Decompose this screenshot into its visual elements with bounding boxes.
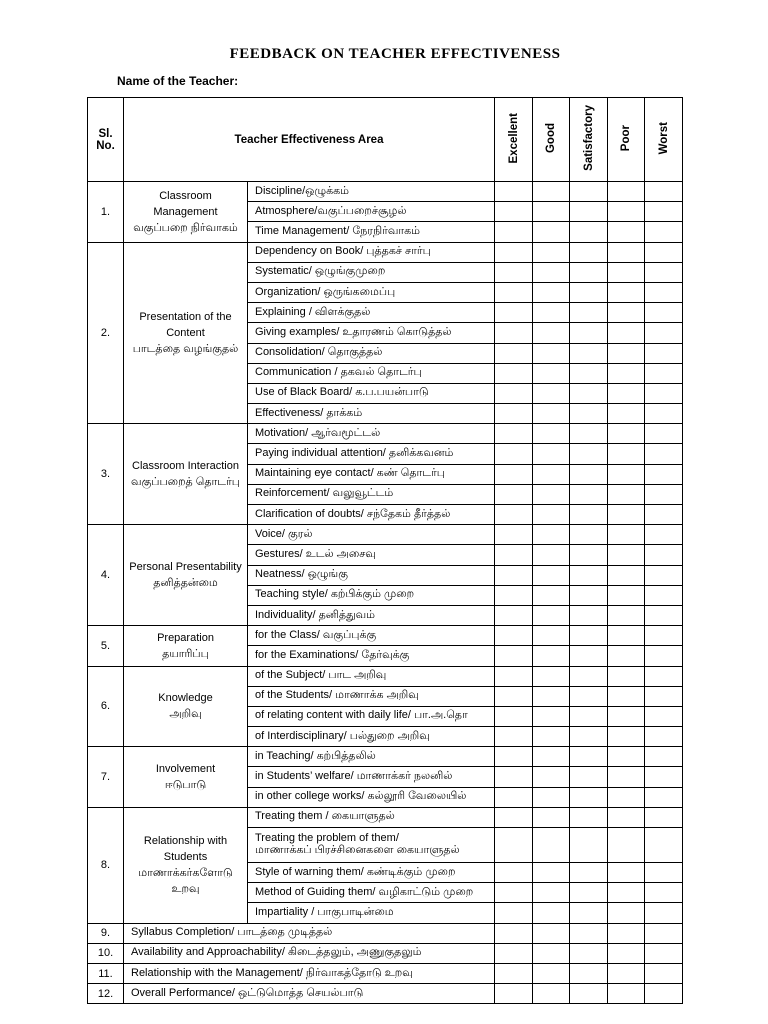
rating-cell-excellent[interactable] xyxy=(495,686,533,706)
rating-cell-poor[interactable] xyxy=(608,363,645,383)
rating-cell-worst[interactable] xyxy=(645,343,683,363)
rating-cell-good[interactable] xyxy=(533,923,570,943)
serial-number: 10. xyxy=(88,943,124,963)
rating-cell-excellent[interactable] xyxy=(495,943,533,963)
rating-cell-excellent[interactable] xyxy=(495,903,533,923)
rating-cell-good[interactable] xyxy=(533,706,570,726)
rating-cell-satisfactory[interactable] xyxy=(570,747,608,767)
rating-cell-worst[interactable] xyxy=(645,883,683,903)
rating-cell-good[interactable] xyxy=(533,605,570,625)
rating-cell-satisfactory[interactable] xyxy=(570,646,608,666)
rating-cell-worst[interactable] xyxy=(645,747,683,767)
rating-cell-worst[interactable] xyxy=(645,525,683,545)
rating-cell-excellent[interactable] xyxy=(495,505,533,525)
rating-cell-good[interactable] xyxy=(533,343,570,363)
serial-number: 9. xyxy=(88,923,124,943)
rating-cell-satisfactory[interactable] xyxy=(570,505,608,525)
rating-cell-worst[interactable] xyxy=(645,565,683,585)
rating-cell-excellent[interactable] xyxy=(495,262,533,282)
rating-cell-good[interactable] xyxy=(533,646,570,666)
rating-cell-satisfactory[interactable] xyxy=(570,923,608,943)
rating-cell-excellent[interactable] xyxy=(495,202,533,222)
rating-cell-satisfactory[interactable] xyxy=(570,404,608,424)
serial-number: 3. xyxy=(88,424,124,525)
rating-cell-good[interactable] xyxy=(533,883,570,903)
rating-cell-worst[interactable] xyxy=(645,444,683,464)
rating-cell-good[interactable] xyxy=(533,404,570,424)
criterion-label: Gestures/ உடல் அசைவு xyxy=(248,545,495,565)
rating-cell-worst[interactable] xyxy=(645,182,683,202)
page-title: FEEDBACK ON TEACHER EFFECTIVENESS xyxy=(229,46,561,62)
rating-cell-satisfactory[interactable] xyxy=(570,605,608,625)
criterion-label: in other college works/ கல்லூரி வேலையில் xyxy=(248,787,495,807)
serial-number: 6. xyxy=(88,666,124,747)
rating-cell-worst[interactable] xyxy=(645,505,683,525)
effectiveness-area: Personal Presentability தனித்தன்மை xyxy=(124,525,248,626)
rating-cell-excellent[interactable] xyxy=(495,565,533,585)
rating-cell-poor[interactable] xyxy=(608,525,645,545)
rating-cell-satisfactory[interactable] xyxy=(570,303,608,323)
rating-cell-satisfactory[interactable] xyxy=(570,323,608,343)
rating-cell-excellent[interactable] xyxy=(495,545,533,565)
rating-cell-good[interactable] xyxy=(533,626,570,646)
rating-cell-satisfactory[interactable] xyxy=(570,424,608,444)
rating-cell-poor[interactable] xyxy=(608,807,645,827)
rating-cell-satisfactory[interactable] xyxy=(570,545,608,565)
criterion-label: of the Subject/ பாட அறிவு xyxy=(248,666,495,686)
rating-cell-satisfactory[interactable] xyxy=(570,363,608,383)
rating-cell-satisfactory[interactable] xyxy=(570,686,608,706)
rating-cell-good[interactable] xyxy=(533,807,570,827)
rating-cell-excellent[interactable] xyxy=(495,787,533,807)
rating-cell-excellent[interactable] xyxy=(495,282,533,302)
rating-cell-excellent[interactable] xyxy=(495,963,533,983)
rating-cell-poor[interactable] xyxy=(608,605,645,625)
rating-cell-poor[interactable] xyxy=(608,903,645,923)
rating-cell-excellent[interactable] xyxy=(495,484,533,504)
serial-number: 7. xyxy=(88,747,124,808)
criterion-label: Motivation/ ஆர்வமூட்டல் xyxy=(248,424,495,444)
serial-number: 12. xyxy=(88,984,124,1004)
rating-cell-good[interactable] xyxy=(533,383,570,403)
rating-cell-worst[interactable] xyxy=(645,727,683,747)
rating-cell-poor[interactable] xyxy=(608,303,645,323)
rating-cell-good[interactable] xyxy=(533,262,570,282)
rating-cell-poor[interactable] xyxy=(608,666,645,686)
rating-cell-poor[interactable] xyxy=(608,242,645,262)
rating-header-excellent: Excellent xyxy=(495,98,533,182)
table-row xyxy=(88,943,683,963)
rating-cell-worst[interactable] xyxy=(645,626,683,646)
serial-number: 1. xyxy=(88,182,124,243)
rating-cell-good[interactable] xyxy=(533,202,570,222)
rating-cell-satisfactory[interactable] xyxy=(570,666,608,686)
criterion-label: Availability and Approachability/ கிடைத்தலும், அணுகுதலும் xyxy=(124,943,495,963)
rating-cell-worst[interactable] xyxy=(645,585,683,605)
rating-cell-satisfactory[interactable] xyxy=(570,484,608,504)
rating-cell-excellent[interactable] xyxy=(495,585,533,605)
rating-cell-excellent[interactable] xyxy=(495,863,533,883)
rating-cell-poor[interactable] xyxy=(608,984,645,1004)
table-row xyxy=(88,984,683,1004)
criterion-label: Voice/ குரல் xyxy=(248,525,495,545)
rating-header-poor: Poor xyxy=(608,98,645,182)
criterion-label: Reinforcement/ வலுவூட்டம் xyxy=(248,484,495,504)
rating-cell-worst[interactable] xyxy=(645,424,683,444)
criterion-label: Systematic/ ஒழுங்குமுறை xyxy=(248,262,495,282)
rating-cell-worst[interactable] xyxy=(645,222,683,242)
criterion-label: Organization/ ஒருங்கமைப்பு xyxy=(248,282,495,302)
rating-cell-worst[interactable] xyxy=(645,787,683,807)
rating-cell-excellent[interactable] xyxy=(495,727,533,747)
serial-number: 4. xyxy=(88,525,124,626)
rating-cell-worst[interactable] xyxy=(645,706,683,726)
rating-cell-satisfactory[interactable] xyxy=(570,863,608,883)
effectiveness-area: Classroom Management வகுப்பறை நிர்வாகம் xyxy=(124,182,248,243)
rating-cell-poor[interactable] xyxy=(608,883,645,903)
rating-cell-excellent[interactable] xyxy=(495,182,533,202)
rating-cell-satisfactory[interactable] xyxy=(570,444,608,464)
effectiveness-area: Preparation தயாரிப்பு xyxy=(124,626,248,666)
rating-cell-excellent[interactable] xyxy=(495,444,533,464)
rating-cell-excellent[interactable] xyxy=(495,303,533,323)
table-row xyxy=(88,525,683,545)
criterion-label: Effectiveness/ தாக்கம் xyxy=(248,404,495,424)
rating-cell-worst[interactable] xyxy=(645,767,683,787)
rating-cell-worst[interactable] xyxy=(645,923,683,943)
criterion-label: Paying individual attention/ தனிக்கவனம் xyxy=(248,444,495,464)
criterion-label: Relationship with the Management/ நிர்வாகத்தோடு உறவு xyxy=(124,963,495,983)
rating-cell-excellent[interactable] xyxy=(495,883,533,903)
criterion-label: Individuality/ தனித்துவம் xyxy=(248,605,495,625)
rating-cell-worst[interactable] xyxy=(645,828,683,863)
rating-cell-satisfactory[interactable] xyxy=(570,883,608,903)
rating-cell-excellent[interactable] xyxy=(495,828,533,863)
rating-cell-good[interactable] xyxy=(533,903,570,923)
rating-cell-excellent[interactable] xyxy=(495,767,533,787)
rating-cell-worst[interactable] xyxy=(645,807,683,827)
rating-cell-worst[interactable] xyxy=(645,646,683,666)
rating-cell-worst[interactable] xyxy=(645,903,683,923)
rating-cell-poor[interactable] xyxy=(608,646,645,666)
rating-cell-satisfactory[interactable] xyxy=(570,282,608,302)
effectiveness-area: Involvement ஈடுபாடு xyxy=(124,747,248,808)
rating-cell-worst[interactable] xyxy=(645,323,683,343)
criterion-label: Neatness/ ஒழுங்கு xyxy=(248,565,495,585)
rating-cell-good[interactable] xyxy=(533,282,570,302)
rating-cell-excellent[interactable] xyxy=(495,923,533,943)
rating-cell-poor[interactable] xyxy=(608,343,645,363)
rating-cell-poor[interactable] xyxy=(608,505,645,525)
criterion-label: Communication / தகவல் தொடர்பு xyxy=(248,363,495,383)
rating-cell-worst[interactable] xyxy=(645,484,683,504)
rating-cell-good[interactable] xyxy=(533,747,570,767)
rating-cell-satisfactory[interactable] xyxy=(570,727,608,747)
serial-number: 5. xyxy=(88,626,124,666)
header-row xyxy=(88,98,683,182)
effectiveness-area: Presentation of the Content பாடத்தை வழங்குதல் xyxy=(124,242,248,424)
rating-cell-worst[interactable] xyxy=(645,303,683,323)
criterion-label: Explaining / விளக்குதல் xyxy=(248,303,495,323)
rating-cell-poor[interactable] xyxy=(608,383,645,403)
criterion-label: Consolidation/ தொகுத்தல் xyxy=(248,343,495,363)
rating-cell-poor[interactable] xyxy=(608,484,645,504)
serial-number: 11. xyxy=(88,963,124,983)
rating-cell-good[interactable] xyxy=(533,525,570,545)
rating-cell-good[interactable] xyxy=(533,686,570,706)
sl-no-header: Sl. No. xyxy=(88,98,124,182)
rating-cell-satisfactory[interactable] xyxy=(570,807,608,827)
table-row xyxy=(88,666,683,686)
rating-cell-good[interactable] xyxy=(533,182,570,202)
rating-cell-good[interactable] xyxy=(533,943,570,963)
rating-cell-good[interactable] xyxy=(533,363,570,383)
criterion-label: of the Students/ மாணாக்க அறிவு xyxy=(248,686,495,706)
criterion-label: of relating content with daily life/ பா.அ.தொ xyxy=(248,706,495,726)
rating-cell-poor[interactable] xyxy=(608,404,645,424)
rating-cell-worst[interactable] xyxy=(645,545,683,565)
rating-cell-poor[interactable] xyxy=(608,585,645,605)
criterion-label: for the Examinations/ தேர்வுக்கு xyxy=(248,646,495,666)
rating-cell-excellent[interactable] xyxy=(495,984,533,1004)
table-row xyxy=(88,626,683,646)
criterion-label: of Interdisciplinary/ பல்துறை அறிவு xyxy=(248,727,495,747)
rating-cell-worst[interactable] xyxy=(645,383,683,403)
rating-cell-worst[interactable] xyxy=(645,943,683,963)
rating-cell-poor[interactable] xyxy=(608,626,645,646)
rating-header-good: Good xyxy=(533,98,570,182)
table-row xyxy=(88,242,683,262)
rating-cell-satisfactory[interactable] xyxy=(570,984,608,1004)
area-header: Teacher Effectiveness Area xyxy=(124,98,495,182)
criterion-label: Impartiality / பாகுபாடின்மை xyxy=(248,903,495,923)
rating-cell-excellent[interactable] xyxy=(495,404,533,424)
rating-cell-poor[interactable] xyxy=(608,424,645,444)
rating-cell-poor[interactable] xyxy=(608,963,645,983)
rating-cell-poor[interactable] xyxy=(608,923,645,943)
rating-cell-poor[interactable] xyxy=(608,787,645,807)
criterion-label: Maintaining eye contact/ கண் தொடர்பு xyxy=(248,464,495,484)
rating-cell-poor[interactable] xyxy=(608,747,645,767)
table-row xyxy=(88,747,683,767)
rating-cell-poor[interactable] xyxy=(608,727,645,747)
rating-header-worst: Worst xyxy=(645,98,683,182)
criterion-label: Time Management/ நேரநிர்வாகம் xyxy=(248,222,495,242)
criterion-label: Syllabus Completion/ பாடத்தை முடித்தல் xyxy=(124,923,495,943)
rating-cell-poor[interactable] xyxy=(608,767,645,787)
table-row xyxy=(88,923,683,943)
rating-cell-satisfactory[interactable] xyxy=(570,585,608,605)
rating-cell-poor[interactable] xyxy=(608,262,645,282)
rating-cell-good[interactable] xyxy=(533,984,570,1004)
rating-cell-poor[interactable] xyxy=(608,182,645,202)
table-row xyxy=(88,424,683,444)
rating-cell-satisfactory[interactable] xyxy=(570,565,608,585)
rating-cell-satisfactory[interactable] xyxy=(570,222,608,242)
rating-cell-poor[interactable] xyxy=(608,444,645,464)
rating-cell-good[interactable] xyxy=(533,484,570,504)
criterion-label: in Students’ welfare/ மாணாக்கர் நலனில் xyxy=(248,767,495,787)
rating-cell-excellent[interactable] xyxy=(495,222,533,242)
rating-cell-excellent[interactable] xyxy=(495,383,533,403)
rating-cell-worst[interactable] xyxy=(645,605,683,625)
rating-cell-excellent[interactable] xyxy=(495,706,533,726)
rating-cell-worst[interactable] xyxy=(645,202,683,222)
rating-cell-worst[interactable] xyxy=(645,282,683,302)
rating-cell-excellent[interactable] xyxy=(495,323,533,343)
rating-cell-poor[interactable] xyxy=(608,943,645,963)
rating-cell-good[interactable] xyxy=(533,303,570,323)
rating-cell-worst[interactable] xyxy=(645,984,683,1004)
rating-cell-worst[interactable] xyxy=(645,242,683,262)
rating-cell-good[interactable] xyxy=(533,242,570,262)
rating-cell-poor[interactable] xyxy=(608,828,645,863)
rating-cell-poor[interactable] xyxy=(608,565,645,585)
effectiveness-area: Classroom Interaction வகுப்பறைத் தொடர்பு xyxy=(124,424,248,525)
rating-cell-poor[interactable] xyxy=(608,863,645,883)
rating-cell-worst[interactable] xyxy=(645,666,683,686)
criterion-label: Style of warning them/ கண்டிக்கும் முறை xyxy=(248,863,495,883)
criterion-label: Method of Guiding them/ வழிகாட்டும் முறை xyxy=(248,883,495,903)
rating-cell-good[interactable] xyxy=(533,666,570,686)
rating-cell-worst[interactable] xyxy=(645,963,683,983)
rating-cell-good[interactable] xyxy=(533,545,570,565)
rating-cell-satisfactory[interactable] xyxy=(570,464,608,484)
criterion-label: Treating them / கையாளுதல் xyxy=(248,807,495,827)
effectiveness-area: Knowledge அறிவு xyxy=(124,666,248,747)
rating-cell-good[interactable] xyxy=(533,767,570,787)
rating-cell-satisfactory[interactable] xyxy=(570,202,608,222)
rating-cell-worst[interactable] xyxy=(645,464,683,484)
criterion-label: Giving examples/ உதாரணம் கொடுத்தல் xyxy=(248,323,495,343)
table-row xyxy=(88,963,683,983)
criterion-label: Clarification of doubts/ சந்தேகம் தீர்த்தல் xyxy=(248,505,495,525)
criterion-label: for the Class/ வகுப்புக்கு xyxy=(248,626,495,646)
rating-cell-satisfactory[interactable] xyxy=(570,182,608,202)
effectiveness-area: Relationship with Students மாணாக்கர்களோடு உறவு xyxy=(124,807,248,923)
rating-cell-good[interactable] xyxy=(533,727,570,747)
rating-cell-satisfactory[interactable] xyxy=(570,242,608,262)
criterion-label: Overall Performance/ ஒட்டுமொத்த செயல்பாடு xyxy=(124,984,495,1004)
criterion-label: in Teaching/ கற்பித்தலில் xyxy=(248,747,495,767)
criterion-label: Atmosphere/வகுப்பறைச்சூழல் xyxy=(248,202,495,222)
criterion-label: Teaching style/ கற்பிக்கும் முறை xyxy=(248,585,495,605)
rating-cell-good[interactable] xyxy=(533,464,570,484)
rating-cell-satisfactory[interactable] xyxy=(570,343,608,363)
criterion-label: Dependency on Book/ புத்தகச் சார்பு xyxy=(248,242,495,262)
rating-cell-good[interactable] xyxy=(533,222,570,242)
serial-number: 8. xyxy=(88,807,124,923)
rating-cell-satisfactory[interactable] xyxy=(570,787,608,807)
rating-cell-good[interactable] xyxy=(533,424,570,444)
rating-cell-good[interactable] xyxy=(533,585,570,605)
rating-cell-worst[interactable] xyxy=(645,863,683,883)
rating-cell-excellent[interactable] xyxy=(495,242,533,262)
rating-cell-satisfactory[interactable] xyxy=(570,963,608,983)
rating-cell-satisfactory[interactable] xyxy=(570,903,608,923)
rating-cell-good[interactable] xyxy=(533,505,570,525)
rating-cell-poor[interactable] xyxy=(608,686,645,706)
rating-cell-satisfactory[interactable] xyxy=(570,943,608,963)
rating-cell-satisfactory[interactable] xyxy=(570,626,608,646)
rating-cell-excellent[interactable] xyxy=(495,605,533,625)
rating-cell-excellent[interactable] xyxy=(495,747,533,767)
rating-cell-satisfactory[interactable] xyxy=(570,262,608,282)
rating-header-satisfactory: Satisfactory xyxy=(570,98,608,182)
rating-cell-worst[interactable] xyxy=(645,686,683,706)
rating-cell-poor[interactable] xyxy=(608,464,645,484)
feedback-table xyxy=(87,97,683,1004)
rating-cell-worst[interactable] xyxy=(645,262,683,282)
rating-cell-worst[interactable] xyxy=(645,363,683,383)
rating-cell-good[interactable] xyxy=(533,444,570,464)
rating-cell-excellent[interactable] xyxy=(495,363,533,383)
rating-cell-good[interactable] xyxy=(533,565,570,585)
serial-number: 2. xyxy=(88,242,124,424)
criterion-label: Treating the problem of them/ மாணாக்கப் பிரச்சினைகளை கையாளுதல் xyxy=(248,828,495,863)
rating-cell-excellent[interactable] xyxy=(495,807,533,827)
rating-cell-worst[interactable] xyxy=(645,404,683,424)
rating-cell-excellent[interactable] xyxy=(495,666,533,686)
rating-cell-poor[interactable] xyxy=(608,222,645,242)
rating-cell-poor[interactable] xyxy=(608,706,645,726)
rating-cell-excellent[interactable] xyxy=(495,464,533,484)
rating-cell-poor[interactable] xyxy=(608,545,645,565)
criterion-label: Use of Black Board/ க.ப.பயன்பாடு xyxy=(248,383,495,403)
table-row xyxy=(88,182,683,202)
rating-cell-good[interactable] xyxy=(533,963,570,983)
rating-cell-poor[interactable] xyxy=(608,202,645,222)
rating-cell-good[interactable] xyxy=(533,323,570,343)
rating-cell-poor[interactable] xyxy=(608,323,645,343)
rating-cell-satisfactory[interactable] xyxy=(570,383,608,403)
rating-cell-good[interactable] xyxy=(533,828,570,863)
rating-cell-poor[interactable] xyxy=(608,282,645,302)
rating-cell-satisfactory[interactable] xyxy=(570,525,608,545)
rating-cell-excellent[interactable] xyxy=(495,626,533,646)
rating-cell-good[interactable] xyxy=(533,787,570,807)
rating-cell-excellent[interactable] xyxy=(495,646,533,666)
rating-cell-excellent[interactable] xyxy=(495,343,533,363)
table-row xyxy=(88,807,683,827)
rating-cell-excellent[interactable] xyxy=(495,525,533,545)
rating-cell-excellent[interactable] xyxy=(495,424,533,444)
rating-cell-satisfactory[interactable] xyxy=(570,767,608,787)
teacher-name-label: Name of the Teacher: xyxy=(117,74,239,88)
rating-cell-satisfactory[interactable] xyxy=(570,828,608,863)
criterion-label: Discipline/ஒழுக்கம் xyxy=(248,182,495,202)
rating-cell-good[interactable] xyxy=(533,863,570,883)
rating-cell-satisfactory[interactable] xyxy=(570,706,608,726)
